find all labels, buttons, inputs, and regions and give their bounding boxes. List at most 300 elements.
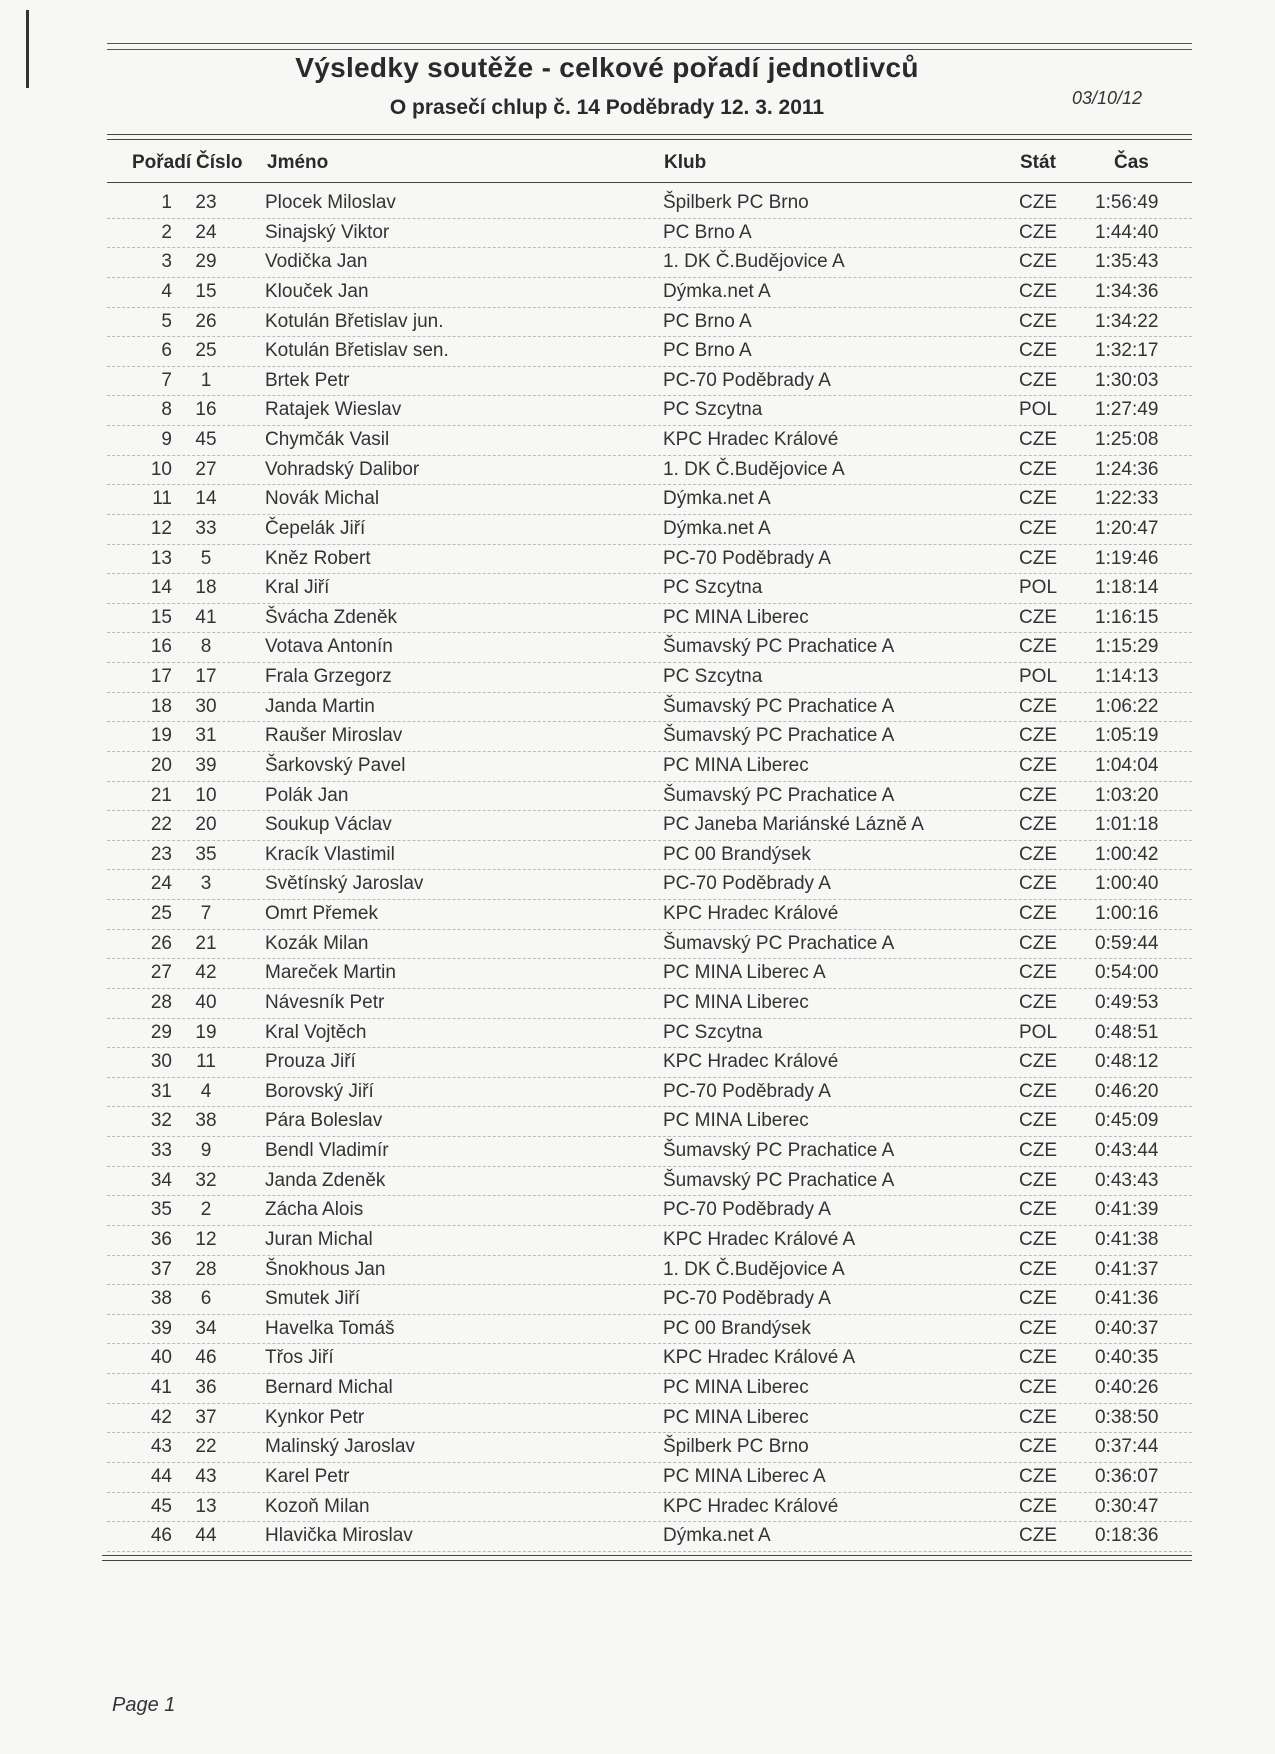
table-row: [107, 663, 1192, 693]
cell-stat: POL: [1019, 399, 1058, 421]
cell-cas: 1:15:29: [1095, 636, 1159, 658]
cell-cas: 1:01:18: [1095, 814, 1159, 836]
cell-stat: CZE: [1019, 843, 1057, 865]
table-row: [107, 1107, 1192, 1137]
table-row: [107, 456, 1192, 486]
cell-cas: 0:49:53: [1095, 991, 1159, 1013]
cell-cas: 0:37:44: [1095, 1436, 1159, 1458]
cell-klub: PC MINA Liberec: [663, 991, 809, 1013]
cell-poradi: 25: [150, 903, 172, 924]
cell-poradi: 16: [150, 636, 172, 658]
cell-cas: 1:35:43: [1095, 251, 1159, 273]
cell-poradi: 40: [150, 1347, 172, 1369]
cell-jmeno: Frala Grzegorz: [265, 666, 392, 687]
cell-poradi: 21: [150, 784, 172, 806]
cell-stat: CZE: [1019, 1436, 1057, 1458]
cell-cislo: 28: [195, 1258, 217, 1280]
header-klub: Klub: [664, 152, 707, 173]
cell-cas: 1:18:14: [1095, 577, 1159, 599]
cell-cas: 0:46:20: [1095, 1080, 1159, 1102]
results-table: [107, 189, 1192, 1552]
cell-stat: CZE: [1019, 547, 1057, 569]
cell-poradi: 42: [150, 1406, 172, 1428]
cell-cas: 1:32:17: [1095, 340, 1159, 362]
cell-poradi: 46: [150, 1525, 172, 1547]
cell-stat: CZE: [1019, 636, 1057, 658]
cell-cislo: 3: [200, 873, 212, 895]
cell-cas: 0:40:37: [1095, 1317, 1159, 1339]
table-row: [107, 841, 1192, 871]
cell-klub: Šumavský PC Prachatice A: [663, 695, 895, 717]
table-row: [107, 1493, 1192, 1523]
cell-stat: CZE: [1019, 1169, 1057, 1191]
cell-stat: CZE: [1019, 873, 1057, 895]
cell-klub: PC-70 Poděbrady A: [663, 1199, 831, 1221]
cell-klub: PC Brno A: [663, 340, 752, 362]
cell-poradi: 4: [161, 280, 172, 302]
table-row: [107, 811, 1192, 841]
cell-klub: Dýmka.net A: [663, 488, 771, 510]
cell-poradi: 1: [161, 192, 172, 213]
cell-stat: CZE: [1019, 1110, 1057, 1132]
table-row: [107, 545, 1192, 575]
table-row: [107, 1522, 1192, 1552]
cell-cislo: 42: [195, 962, 217, 984]
cell-cas: 0:38:50: [1095, 1406, 1159, 1428]
cell-klub: PC-70 Poděbrady A: [663, 369, 831, 391]
cell-cas: 1:00:42: [1095, 843, 1159, 865]
cell-cislo: 19: [195, 1021, 217, 1043]
cell-jmeno: Kracík Vlastimil: [265, 843, 395, 865]
cell-stat: CZE: [1019, 814, 1057, 836]
cell-jmeno: Šarkovský Pavel: [265, 754, 406, 776]
cell-cas: 1:00:40: [1095, 873, 1159, 895]
cell-jmeno: Světínský Jaroslav: [265, 873, 424, 895]
cell-poradi: 22: [150, 814, 172, 836]
page-number: Page 1: [112, 1694, 176, 1716]
table-row: [107, 248, 1192, 278]
cell-stat: CZE: [1019, 754, 1057, 776]
cell-klub: PC MINA Liberec: [663, 754, 809, 776]
cell-cislo: 43: [195, 1465, 217, 1487]
cell-poradi: 30: [150, 1051, 172, 1073]
cell-stat: CZE: [1019, 1317, 1057, 1339]
cell-klub: PC Brno A: [663, 310, 752, 332]
header-cislo: Číslo: [196, 152, 243, 173]
cell-poradi: 13: [150, 547, 172, 569]
cell-cislo: 33: [195, 517, 217, 539]
cell-cas: 0:41:37: [1095, 1258, 1159, 1280]
cell-klub: Šumavský PC Prachatice A: [663, 784, 895, 806]
cell-jmeno: Malinský Jaroslav: [265, 1436, 415, 1458]
cell-stat: CZE: [1019, 991, 1057, 1013]
cell-klub: PC-70 Poděbrady A: [663, 547, 831, 569]
bottom-rule: [102, 1555, 1192, 1556]
cell-poradi: 12: [150, 517, 172, 539]
cell-cislo: 21: [195, 932, 217, 954]
table-row: [107, 574, 1192, 604]
cell-klub: Šumavský PC Prachatice A: [663, 725, 895, 747]
cell-klub: PC Szcytna: [663, 577, 763, 599]
cell-cas: 1:06:22: [1095, 695, 1159, 717]
cell-jmeno: Karel Petr: [265, 1465, 350, 1487]
cell-jmeno: Čepelák Jiří: [265, 517, 366, 539]
cell-poradi: 26: [150, 932, 172, 954]
table-row: [107, 1433, 1192, 1463]
cell-cislo: 4: [200, 1080, 212, 1102]
cell-stat: CZE: [1019, 251, 1057, 273]
cell-stat: CZE: [1019, 903, 1057, 924]
cell-jmeno: Třos Jiří: [265, 1347, 334, 1369]
cell-stat: CZE: [1019, 1140, 1057, 1161]
table-row: [107, 722, 1192, 752]
header-jmeno: Jméno: [267, 152, 329, 173]
cell-poradi: 5: [161, 310, 172, 332]
page-title: Výsledky soutěže - celkové pořadí jednotlivců: [295, 52, 919, 83]
cell-poradi: 43: [150, 1436, 172, 1458]
cell-jmeno: Klouček Jan: [265, 280, 369, 302]
cell-klub: Šumavský PC Prachatice A: [663, 1140, 895, 1161]
cell-klub: PC 00 Brandýsek: [663, 843, 811, 865]
cell-klub: PC MINA Liberec: [663, 606, 809, 628]
cell-cislo: 12: [195, 1228, 217, 1250]
cell-poradi: 18: [150, 695, 172, 717]
table-row: [107, 189, 1192, 219]
cell-klub: KPC Hradec Králové A: [663, 1228, 856, 1250]
cell-cas: 1:14:13: [1095, 666, 1159, 687]
cell-poradi: 11: [152, 488, 172, 510]
cell-jmeno: Smutek Jiří: [265, 1288, 361, 1310]
cell-cas: 0:36:07: [1095, 1465, 1159, 1487]
cell-poradi: 38: [150, 1288, 172, 1310]
cell-cas: 1:30:03: [1095, 369, 1159, 391]
cell-jmeno: Zácha Alois: [265, 1199, 364, 1221]
cell-poradi: 15: [150, 606, 172, 628]
table-row: [107, 1167, 1192, 1197]
cell-cas: 1:44:40: [1095, 221, 1159, 243]
cell-klub: PC MINA Liberec: [663, 1110, 809, 1132]
cell-cas: 0:41:36: [1095, 1288, 1159, 1310]
cell-klub: PC Janeba Mariánské Lázně A: [663, 814, 924, 836]
cell-klub: PC MINA Liberec A: [663, 1465, 826, 1487]
page-subtitle: O prasečí chlup č. 14 Poděbrady 12. 3. 2011: [389, 96, 825, 119]
cell-stat: CZE: [1019, 1465, 1057, 1487]
cell-stat: CZE: [1019, 1258, 1057, 1280]
table-row: [107, 959, 1192, 989]
cell-stat: POL: [1019, 1021, 1058, 1043]
cell-cislo: 25: [195, 340, 217, 362]
cell-stat: CZE: [1019, 784, 1057, 806]
cell-cas: 1:16:15: [1095, 606, 1159, 628]
cell-cislo: 27: [195, 458, 217, 480]
cell-klub: Dýmka.net A: [663, 517, 771, 539]
cell-cislo: 36: [195, 1377, 217, 1398]
cell-stat: CZE: [1019, 1288, 1057, 1310]
cell-stat: CZE: [1019, 310, 1057, 332]
cell-jmeno: Sinajský Viktor: [265, 221, 390, 243]
cell-cas: 1:04:04: [1095, 754, 1159, 776]
cell-poradi: 35: [150, 1199, 172, 1221]
cell-cislo: 5: [200, 547, 212, 569]
cell-cislo: 45: [195, 429, 217, 450]
cell-cislo: 34: [195, 1317, 217, 1339]
cell-cislo: 20: [195, 814, 217, 836]
cell-cislo: 41: [195, 606, 217, 628]
cell-klub: PC-70 Poděbrady A: [663, 1288, 831, 1310]
cell-cislo: 29: [195, 251, 217, 273]
cell-klub: PC Brno A: [663, 221, 752, 243]
cell-jmeno: Kozoň Milan: [265, 1495, 370, 1517]
table-row: [107, 337, 1192, 367]
cell-klub: PC 00 Brandýsek: [663, 1317, 811, 1339]
cell-jmeno: Návesník Petr: [265, 991, 385, 1013]
cell-stat: CZE: [1019, 1347, 1057, 1369]
cell-klub: Šumavský PC Prachatice A: [663, 636, 895, 658]
cell-cas: 0:40:35: [1095, 1347, 1159, 1369]
cell-klub: KPC Hradec Králové: [663, 429, 839, 450]
table-row: [107, 930, 1192, 960]
cell-klub: KPC Hradec Králové: [663, 1495, 839, 1517]
table-row: [107, 1137, 1192, 1167]
cell-cislo: 24: [195, 221, 217, 243]
cell-stat: CZE: [1019, 221, 1057, 243]
cell-cas: 0:54:00: [1095, 962, 1159, 984]
cell-cislo: 2: [200, 1199, 212, 1221]
cell-jmeno: Kozák Milan: [265, 932, 369, 954]
header-poradi: Pořadí: [132, 152, 192, 173]
cell-cislo: 6: [200, 1288, 212, 1310]
cell-stat: CZE: [1019, 280, 1057, 302]
cell-jmeno: Bendl Vladimír: [265, 1140, 389, 1161]
cell-cislo: 44: [195, 1525, 217, 1547]
cell-jmeno: Kral Vojtěch: [265, 1021, 367, 1043]
cell-cas: 1:22:33: [1095, 488, 1159, 510]
cell-jmeno: Chymčák Vasil: [265, 429, 390, 450]
table-row: [107, 1315, 1192, 1345]
cell-cislo: 35: [195, 843, 217, 865]
cell-cislo: 9: [200, 1140, 212, 1161]
cell-klub: Špilberk PC Brno: [663, 1436, 809, 1458]
table-row: [107, 1463, 1192, 1493]
table-row: [107, 782, 1192, 812]
cell-stat: CZE: [1019, 517, 1057, 539]
cell-poradi: 32: [150, 1110, 172, 1132]
cell-poradi: 20: [150, 754, 172, 776]
cell-klub: Dýmka.net A: [663, 1525, 771, 1547]
cell-stat: CZE: [1019, 962, 1057, 984]
cell-poradi: 36: [150, 1228, 172, 1250]
cell-stat: CZE: [1019, 1080, 1057, 1102]
cell-stat: CZE: [1019, 429, 1057, 450]
print-date: 03/10/12: [1072, 88, 1143, 108]
table-row: [107, 308, 1192, 338]
cell-klub: Šumavský PC Prachatice A: [663, 1169, 895, 1191]
cell-cislo: 8: [200, 636, 212, 658]
cell-cas: 1:27:49: [1095, 399, 1159, 421]
cell-jmeno: Janda Zdeněk: [265, 1169, 386, 1191]
cell-stat: CZE: [1019, 725, 1057, 747]
cell-cas: 0:48:51: [1095, 1021, 1159, 1043]
cell-jmeno: Janda Martin: [265, 695, 375, 717]
cell-poradi: 29: [150, 1021, 172, 1043]
cell-stat: CZE: [1019, 1228, 1057, 1250]
cell-poradi: 41: [150, 1377, 172, 1398]
cell-klub: Šumavský PC Prachatice A: [663, 932, 895, 954]
cell-cas: 1:20:47: [1095, 517, 1159, 539]
table-row: [107, 900, 1192, 930]
cell-cislo: 37: [195, 1406, 217, 1428]
cell-jmeno: Švácha Zdeněk: [265, 606, 398, 628]
cell-jmeno: Prouza Jiří: [265, 1051, 356, 1073]
cell-klub: PC Szcytna: [663, 1021, 763, 1043]
table-row: [107, 870, 1192, 900]
header-rule-second: [107, 139, 1192, 140]
cell-cislo: 18: [195, 577, 217, 599]
cell-stat: CZE: [1019, 1495, 1057, 1517]
cell-stat: CZE: [1019, 1377, 1057, 1398]
cell-klub: PC MINA Liberec: [663, 1406, 809, 1428]
cell-klub: PC MINA Liberec A: [663, 962, 826, 984]
cell-cas: 1:34:36: [1095, 280, 1159, 302]
cell-stat: CZE: [1019, 458, 1057, 480]
cell-jmeno: Kral Jiří: [265, 577, 330, 599]
cell-cas: 0:18:36: [1095, 1525, 1159, 1547]
table-row: [107, 752, 1192, 782]
cell-cas: 1:34:22: [1095, 310, 1159, 332]
cell-stat: CZE: [1019, 695, 1057, 717]
table-row: [107, 1256, 1192, 1286]
cell-jmeno: Kněz Robert: [265, 547, 371, 569]
table-row: [107, 219, 1192, 249]
cell-cas: 0:43:43: [1095, 1169, 1159, 1191]
cell-cas: 0:30:47: [1095, 1495, 1159, 1517]
cell-stat: CZE: [1019, 932, 1057, 954]
cell-cislo: 39: [195, 754, 217, 776]
cell-jmeno: Polák Jan: [265, 784, 349, 806]
cell-cas: 1:56:49: [1095, 192, 1159, 213]
cell-jmeno: Soukup Václav: [265, 814, 392, 836]
cell-stat: POL: [1019, 666, 1058, 687]
cell-stat: CZE: [1019, 1199, 1057, 1221]
cell-cislo: 38: [195, 1110, 217, 1132]
cell-cas: 1:03:20: [1095, 784, 1159, 806]
table-row: [107, 1285, 1192, 1315]
table-row: [107, 604, 1192, 634]
cell-klub: PC-70 Poděbrady A: [663, 873, 831, 895]
table-row: [107, 1404, 1192, 1434]
cell-cislo: 32: [195, 1169, 217, 1191]
cell-cas: 1:25:08: [1095, 429, 1159, 450]
table-row: [107, 485, 1192, 515]
cell-cislo: 22: [195, 1436, 217, 1458]
cell-poradi: 10: [150, 458, 172, 480]
top-rule: [107, 43, 1192, 44]
cell-stat: CZE: [1019, 488, 1057, 510]
header-rule: [107, 134, 1192, 135]
cell-cas: 0:41:39: [1095, 1199, 1159, 1221]
cell-cislo: 14: [195, 488, 217, 510]
cell-klub: KPC Hradec Králové A: [663, 1347, 856, 1369]
cell-cas: 0:45:09: [1095, 1110, 1159, 1132]
cell-poradi: 27: [150, 962, 172, 984]
cell-poradi: 8: [161, 399, 172, 421]
cell-poradi: 44: [150, 1465, 172, 1487]
cell-jmeno: Juran Michal: [265, 1228, 373, 1250]
cell-jmeno: Šnokhous Jan: [265, 1258, 386, 1280]
cell-jmeno: Havelka Tomáš: [265, 1317, 395, 1339]
table-row: [107, 396, 1192, 426]
cell-jmeno: Kynkor Petr: [265, 1406, 365, 1428]
cell-klub: PC MINA Liberec: [663, 1377, 809, 1398]
cell-jmeno: Kotulán Břetislav jun.: [265, 310, 444, 332]
table-row: [107, 515, 1192, 545]
cell-jmeno: Ratajek Wieslav: [265, 399, 402, 421]
cell-cislo: 23: [195, 192, 217, 213]
cell-stat: CZE: [1019, 340, 1057, 362]
table-row: [107, 1226, 1192, 1256]
cell-jmeno: Plocek Miloslav: [265, 192, 396, 213]
cell-jmeno: Votava Antonín: [265, 636, 393, 658]
cell-poradi: 45: [150, 1495, 172, 1517]
cell-cas: 0:40:26: [1095, 1377, 1159, 1398]
cell-jmeno: Mareček Martin: [265, 962, 396, 984]
cell-poradi: 3: [161, 251, 172, 273]
cell-stat: CZE: [1019, 1406, 1057, 1428]
cell-klub: 1. DK Č.Budějovice A: [663, 251, 845, 273]
cell-jmeno: Kotulán Břetislav sen.: [265, 340, 449, 362]
cell-klub: PC Szcytna: [663, 666, 763, 687]
cell-stat: CZE: [1019, 1051, 1057, 1073]
cell-cislo: 46: [195, 1347, 217, 1369]
cell-cas: 0:41:38: [1095, 1228, 1159, 1250]
cell-poradi: 39: [150, 1317, 172, 1339]
table-row: [107, 278, 1192, 308]
cell-jmeno: Brtek Petr: [265, 369, 350, 391]
table-row: [107, 1078, 1192, 1108]
cell-cislo: 13: [195, 1495, 217, 1517]
cell-poradi: 2: [161, 221, 172, 243]
cell-poradi: 7: [161, 369, 172, 391]
cell-cas: 1:00:16: [1095, 903, 1159, 924]
cell-cislo: 15: [195, 280, 217, 302]
header-cas: Čas: [1114, 152, 1149, 173]
cell-cislo: 7: [200, 903, 212, 924]
cell-cas: 0:59:44: [1095, 932, 1159, 954]
cell-poradi: 33: [150, 1140, 172, 1161]
cell-klub: 1. DK Č.Budějovice A: [663, 1258, 845, 1280]
cell-cislo: 17: [195, 666, 217, 687]
cell-stat: CZE: [1019, 192, 1057, 213]
cell-klub: Špilberk PC Brno: [663, 192, 809, 213]
cell-klub: 1. DK Č.Budějovice A: [663, 458, 845, 480]
cell-poradi: 37: [150, 1258, 172, 1280]
top-rule-second: [107, 49, 1192, 50]
table-row: [107, 1374, 1192, 1404]
cell-cislo: 30: [195, 695, 217, 717]
cell-jmeno: Vodička Jan: [265, 251, 368, 273]
cell-stat: POL: [1019, 577, 1058, 599]
cell-jmeno: Raušer Miroslav: [265, 725, 403, 747]
cell-jmeno: Borovský Jiří: [265, 1080, 374, 1102]
cell-poradi: 34: [150, 1169, 172, 1191]
cell-stat: CZE: [1019, 1525, 1057, 1547]
cell-stat: CZE: [1019, 369, 1057, 391]
cell-cas: 0:48:12: [1095, 1051, 1159, 1073]
cell-poradi: 28: [150, 991, 172, 1013]
cell-klub: Dýmka.net A: [663, 280, 771, 302]
cell-cislo: 1: [200, 369, 212, 391]
cell-cislo: 26: [195, 310, 217, 332]
